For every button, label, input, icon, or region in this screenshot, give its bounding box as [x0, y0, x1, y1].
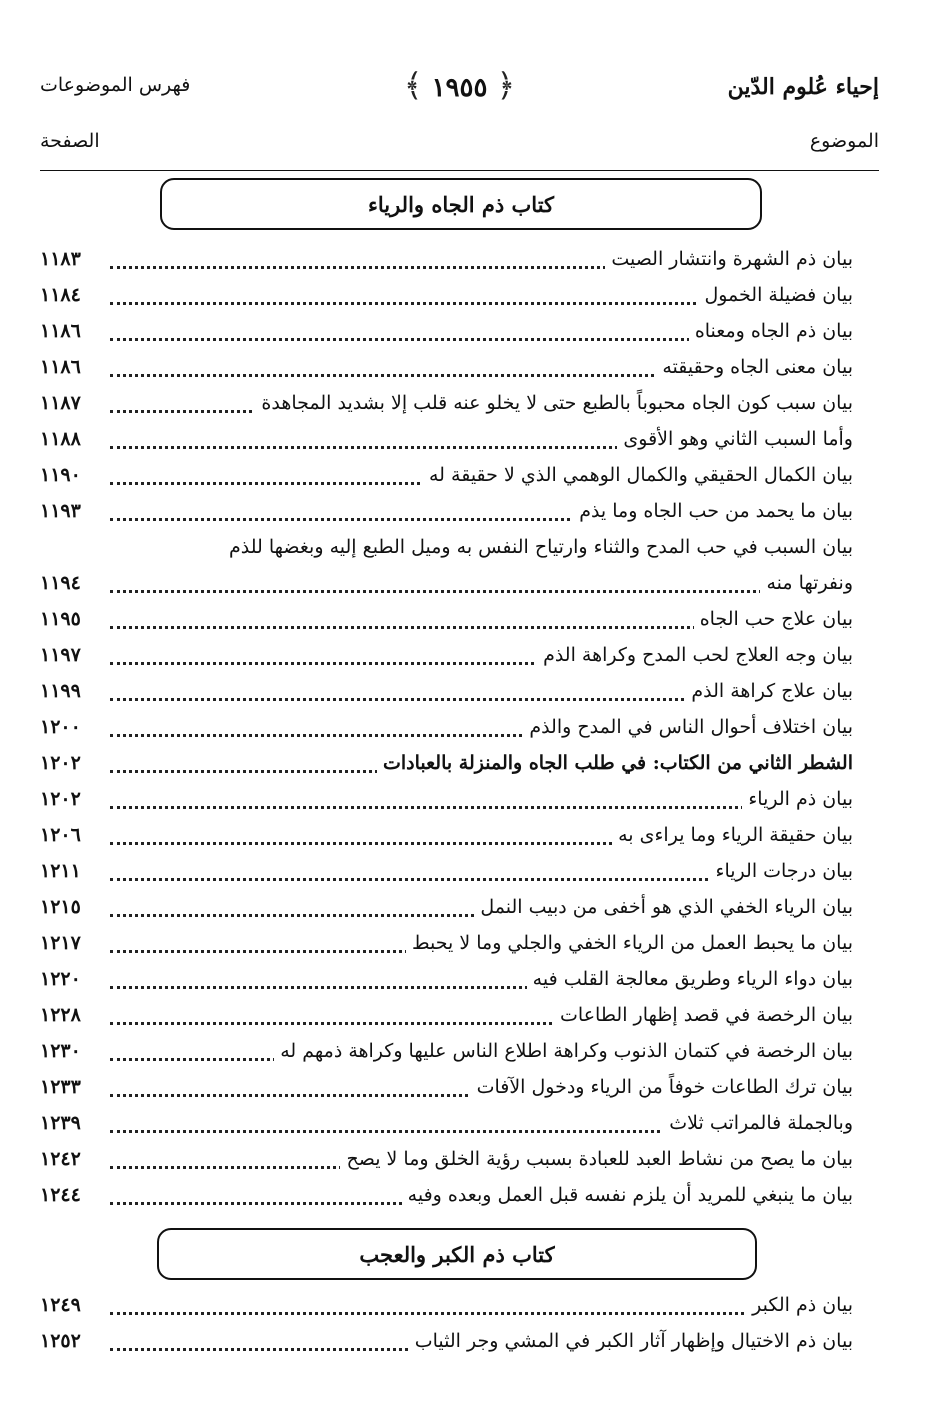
toc-entry-title: ونفرتها منه [760, 572, 853, 594]
toc-entry [40, 496, 853, 532]
running-header [40, 60, 879, 110]
toc-entry [40, 316, 853, 352]
toc-entry [40, 892, 853, 928]
toc-entry [40, 424, 853, 460]
toc-entry [40, 820, 853, 856]
toc-entry-page: ١١٨٧ [40, 392, 81, 414]
toc-entry-title: بيان فضيلة الخمول [698, 284, 853, 306]
toc-entry-page: ١٢٤٩ [40, 1294, 81, 1316]
toc-entry-page: ١٢٤٤ [40, 1184, 81, 1206]
dot-leader [110, 576, 853, 593]
toc-entry [40, 1072, 853, 1108]
toc-entry-title: بيان ما يحبط العمل من الرياء الخفي والجلي وما لا يحبط [406, 932, 853, 954]
toc-entry-page: ١٢١٥ [40, 896, 81, 918]
toc-entry [40, 964, 853, 1000]
toc-entry-page: ١١٩٠ [40, 464, 81, 486]
toc-entry [40, 712, 853, 748]
toc-entry [40, 1036, 853, 1072]
toc-entry-page: ١١٨٣ [40, 248, 81, 270]
toc-entry-page: ١٢٣٣ [40, 1076, 81, 1098]
toc-entry-title: بيان معنى الجاه وحقيقته [656, 356, 853, 378]
toc-entry-title: بيان ذم الكبر [746, 1294, 853, 1316]
toc-entry-page: ١٢٠٠ [40, 716, 81, 738]
toc-entry-page: ١١٨٨ [40, 428, 81, 450]
toc-entry-page: ١٢٣٠ [40, 1040, 81, 1062]
section-heading-jah: كتاب ذم الجاه والرياء [160, 178, 762, 230]
toc-entry-title: بيان ذم الشهرة وانتشار الصيت [605, 248, 853, 270]
toc-entry-title: بيان حقيقة الرياء وما يراءى به [612, 824, 853, 846]
toc-entry-title: بيان السبب في حب المدح والثناء وارتياح النفس به وميل الطبع إليه وبغضها للذم [223, 536, 853, 558]
toc-entry-title: بيان ذم الرياء [742, 788, 853, 810]
toc-entry-title: وبالجملة فالمراتب ثلاث [663, 1112, 853, 1134]
toc-entry-title: بيان ترك الطاعات خوفاً من الرياء ودخول الآفات [471, 1076, 853, 1098]
book-title: إحياء عُلوم الدّين [727, 74, 879, 100]
toc-entry-page: ١١٨٦ [40, 320, 81, 342]
toc-entry-page: ١٢٤٢ [40, 1148, 81, 1170]
toc-entry-page: ١١٩٥ [40, 608, 81, 630]
section-heading-kibr: كتاب ذم الكبر والعجب [157, 1228, 757, 1280]
toc-entry [40, 856, 853, 892]
toc-entry-title: بيان ما يصح من نشاط العبد للعبادة بسبب رؤية الخلق وما لا يصح [340, 1148, 853, 1170]
toc-entry-title: بيان الرخصة في كتمان الذنوب وكراهة اطلاع الناس عليها وكراهة ذمهم له [274, 1040, 853, 1062]
left-brace-ornament: ﴿ [496, 66, 516, 104]
right-brace-ornament: ﴾ [403, 66, 423, 104]
toc-entry-page: ١١٨٤ [40, 284, 81, 306]
toc-entry [40, 1144, 853, 1180]
index-title: فهرس الموضوعات [40, 74, 191, 96]
toc-entry-page: ١٢٠٢ [40, 788, 81, 810]
toc-entry [40, 748, 853, 784]
toc-entry-title: بيان اختلاف أحوال الناس في المدح والذم [523, 716, 853, 738]
toc-entry-title: بيان درجات الرياء [710, 860, 853, 882]
toc-entry-title: بيان الرخصة في قصد إظهار الطاعات [554, 1004, 853, 1026]
toc-list-jah [40, 244, 853, 1216]
toc-entry-page: ١٢١٧ [40, 932, 81, 954]
toc-entry [40, 1290, 853, 1326]
toc-entry [40, 460, 853, 496]
toc-entry-page: ١٢٥٢ [40, 1330, 81, 1352]
toc-entry [40, 676, 853, 712]
page-number: ١٩٥٥ [431, 73, 488, 103]
toc-entry-title: بيان ما يحمد من حب الجاه وما يذم [573, 500, 853, 522]
toc-entry [40, 388, 853, 424]
toc-entry [40, 1180, 853, 1216]
toc-entry [40, 352, 853, 388]
page-number-ornament [404, 66, 515, 104]
toc-entry-title: الشطر الثاني من الكتاب: في طلب الجاه والمنزلة بالعبادات [377, 752, 853, 774]
toc-entry [40, 280, 853, 316]
toc-entry [40, 568, 853, 604]
page-column-heading: الصفحة [40, 130, 100, 152]
toc-entry-title: بيان ذم الاختيال وإظهار آثار الكبر في المشي وجر الثياب [409, 1330, 853, 1352]
toc-entry [40, 604, 853, 640]
toc-entry-title: بيان علاج حب الجاه [694, 608, 853, 630]
topic-column-heading: الموضوع [809, 130, 879, 152]
toc-entry-page: ١٢٣٩ [40, 1112, 81, 1134]
toc-entry-page: ١١٩٧ [40, 644, 81, 666]
toc-entry-title: بيان الكمال الحقيقي والكمال الوهمي الذي لا حقيقة له [423, 464, 853, 486]
toc-entry-title: بيان دواء الرياء وطريق معالجة القلب فيه [527, 968, 853, 990]
toc-entry-title: بيان علاج كراهة الذم [685, 680, 853, 702]
toc-entry [40, 532, 853, 568]
toc-entry-page: ١٢١١ [40, 860, 81, 882]
toc-entry-page: ١١٩٣ [40, 500, 81, 522]
toc-entry-title: بيان ذم الجاه ومعناه [689, 320, 853, 342]
toc-entry-title: بيان سبب كون الجاه محبوباً بالطبع حتى لا يخلو عنه قلب إلا بشديد المجاهدة [255, 392, 853, 414]
toc-entry-page: ١١٨٦ [40, 356, 81, 378]
toc-entry [40, 784, 853, 820]
dot-leader [110, 1298, 853, 1315]
toc-entry-title: بيان ما ينبغي للمريد أن يلزم نفسه قبل العمل وبعده وفيه [402, 1184, 853, 1206]
toc-entry-page: ١٢٠٦ [40, 824, 81, 846]
toc-entry [40, 1000, 853, 1036]
toc-entry-title: وأما السبب الثاني وهو الأقوى [617, 428, 853, 450]
toc-entry [40, 928, 853, 964]
toc-entry [40, 244, 853, 280]
toc-entry-title: بيان الرياء الخفي الذي هو أخفى من دبيب النمل [474, 896, 853, 918]
toc-entry [40, 640, 853, 676]
toc-entry [40, 1326, 853, 1362]
toc-entry-page: ١١٩٩ [40, 680, 81, 702]
toc-entry [40, 1108, 853, 1144]
column-headings [40, 130, 879, 160]
header-rule [40, 170, 879, 171]
toc-entry-page: ١١٩٤ [40, 572, 81, 594]
toc-entry-page: ١٢٢٨ [40, 1004, 81, 1026]
toc-entry-page: ١٢٢٠ [40, 968, 81, 990]
toc-entry-title: بيان وجه العلاج لحب المدح وكراهة الذم [537, 644, 853, 666]
toc-list-kibr [40, 1290, 853, 1362]
toc-entry-page: ١٢٠٢ [40, 752, 81, 774]
